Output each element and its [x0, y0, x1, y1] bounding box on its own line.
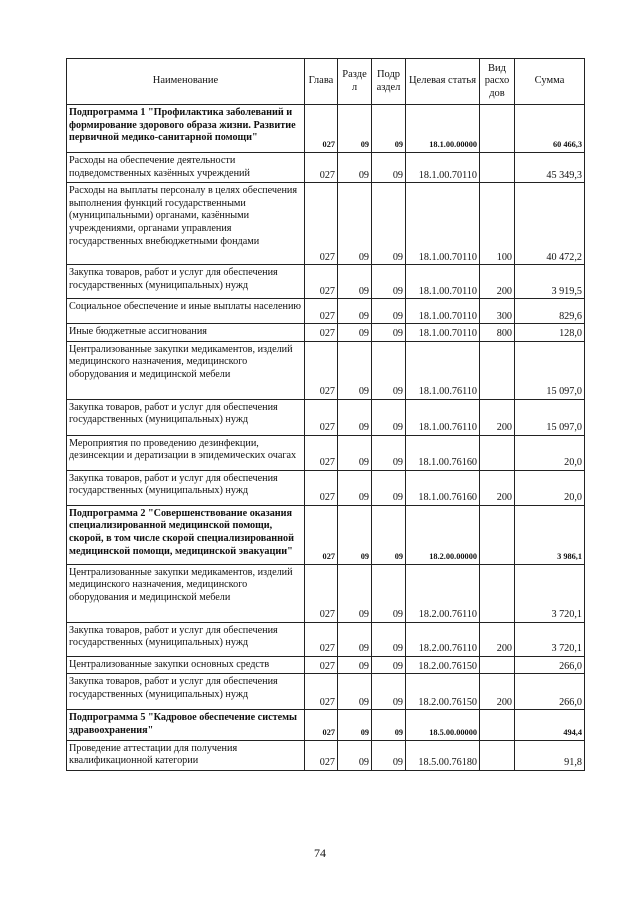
cell-razdel: 09 — [338, 740, 372, 770]
cell-summa: 266,0 — [515, 656, 585, 674]
cell-name: Закупка товаров, работ и услуг для обеспечения государственных (муниципальных) нужд — [67, 622, 305, 656]
cell-podrazdel: 09 — [372, 299, 406, 324]
cell-razdel: 09 — [338, 674, 372, 710]
cell-celevaya: 18.2.00.76110 — [406, 622, 480, 656]
cell-podrazdel: 09 — [372, 470, 406, 505]
cell-name: Закупка товаров, работ и услуг для обеспечения государственных (муниципальных) нужд — [67, 399, 305, 435]
cell-razdel: 09 — [338, 435, 372, 470]
header-row — [67, 59, 585, 105]
cell-razdel: 09 — [338, 299, 372, 324]
cell-podrazdel: 09 — [372, 153, 406, 183]
cell-glava: 027 — [305, 656, 338, 674]
cell-celevaya: 18.2.00.76150 — [406, 674, 480, 710]
cell-razdel: 09 — [338, 324, 372, 342]
cell-name: Подпрограмма 5 "Кадровое обеспечение системы здравоохранения" — [67, 710, 305, 740]
cell-celevaya: 18.2.00.76150 — [406, 656, 480, 674]
cell-name: Закупка товаров, работ и услуг для обеспечения государственных (муниципальных) нужд — [67, 265, 305, 299]
cell-glava: 027 — [305, 564, 338, 622]
cell-razdel: 09 — [338, 622, 372, 656]
cell-summa: 3 720,1 — [515, 622, 585, 656]
cell-celevaya: 18.1.00.70110 — [406, 153, 480, 183]
table-row — [67, 674, 585, 710]
cell-vid — [480, 341, 515, 399]
table-row — [67, 265, 585, 299]
cell-celevaya: 18.1.00.70110 — [406, 183, 480, 265]
header-vid: Вид расхо дов — [480, 59, 515, 105]
cell-glava: 027 — [305, 183, 338, 265]
cell-name: Закупка товаров, работ и услуг для обеспечения государственных (муниципальных) нужд — [67, 674, 305, 710]
cell-vid — [480, 656, 515, 674]
table-row — [67, 324, 585, 342]
cell-name: Закупка товаров, работ и услуг для обеспечения государственных (муниципальных) нужд — [67, 470, 305, 505]
cell-name: Мероприятия по проведению дезинфекции, дезинсекции и дератизации в эпидемических очагах — [67, 435, 305, 470]
cell-razdel: 09 — [338, 564, 372, 622]
cell-glava: 027 — [305, 299, 338, 324]
cell-podrazdel: 09 — [372, 710, 406, 740]
cell-glava: 027 — [305, 153, 338, 183]
cell-glava: 027 — [305, 710, 338, 740]
cell-razdel: 09 — [338, 710, 372, 740]
cell-summa: 15 097,0 — [515, 341, 585, 399]
cell-summa: 45 349,3 — [515, 153, 585, 183]
cell-podrazdel: 09 — [372, 622, 406, 656]
cell-celevaya: 18.1.00.70110 — [406, 299, 480, 324]
cell-celevaya: 18.1.00.70110 — [406, 265, 480, 299]
cell-glava: 027 — [305, 622, 338, 656]
cell-glava: 027 — [305, 265, 338, 299]
cell-summa: 15 097,0 — [515, 399, 585, 435]
table-row — [67, 470, 585, 505]
cell-razdel: 09 — [338, 265, 372, 299]
cell-podrazdel: 09 — [372, 183, 406, 265]
cell-name: Проведение аттестации для получения квалификационной категории — [67, 740, 305, 770]
cell-podrazdel: 09 — [372, 656, 406, 674]
subprogram-row — [67, 105, 585, 153]
cell-name: Централизованные закупки основных средств — [67, 656, 305, 674]
cell-razdel: 09 — [338, 341, 372, 399]
cell-vid: 100 — [480, 183, 515, 265]
cell-celevaya: 18.1.00.70110 — [406, 324, 480, 342]
cell-razdel: 09 — [338, 505, 372, 564]
cell-razdel: 09 — [338, 183, 372, 265]
table-row — [67, 564, 585, 622]
cell-vid — [480, 105, 515, 153]
header-podrazdel: Подр аздел — [372, 59, 406, 105]
cell-glava: 027 — [305, 505, 338, 564]
cell-name: Иные бюджетные ассигнования — [67, 324, 305, 342]
table-row — [67, 153, 585, 183]
cell-podrazdel: 09 — [372, 324, 406, 342]
cell-summa: 20,0 — [515, 435, 585, 470]
table-row — [67, 622, 585, 656]
cell-glava: 027 — [305, 105, 338, 153]
cell-celevaya: 18.5.00.76180 — [406, 740, 480, 770]
budget-table-container — [66, 58, 585, 771]
table-row — [67, 299, 585, 324]
cell-glava: 027 — [305, 470, 338, 505]
cell-name: Подпрограмма 2 "Совершенствование оказания специализированной медицинской помощи, скорой, в том числе скорой специализированной медицинской помощи, медицинской эвакуации" — [67, 505, 305, 564]
subprogram-row — [67, 710, 585, 740]
cell-vid — [480, 564, 515, 622]
cell-podrazdel: 09 — [372, 505, 406, 564]
cell-vid: 200 — [480, 622, 515, 656]
cell-glava: 027 — [305, 740, 338, 770]
cell-podrazdel: 09 — [372, 564, 406, 622]
cell-vid: 800 — [480, 324, 515, 342]
cell-summa: 91,8 — [515, 740, 585, 770]
cell-summa: 60 466,3 — [515, 105, 585, 153]
table-row — [67, 656, 585, 674]
cell-vid — [480, 505, 515, 564]
header-name: Наименование — [67, 59, 305, 105]
cell-name: Подпрограмма 1 "Профилактика заболеваний и формирование здорового образа жизни. Развитие первичной медико-санитарной помощи" — [67, 105, 305, 153]
cell-celevaya: 18.1.00.76160 — [406, 435, 480, 470]
table-row — [67, 399, 585, 435]
cell-celevaya: 18.2.00.00000 — [406, 505, 480, 564]
cell-celevaya: 18.5.00.00000 — [406, 710, 480, 740]
cell-celevaya: 18.1.00.76110 — [406, 399, 480, 435]
cell-vid: 200 — [480, 265, 515, 299]
cell-name: Расходы на обеспечение деятельности подведомственных казённых учреждений — [67, 153, 305, 183]
table-row — [67, 341, 585, 399]
cell-podrazdel: 09 — [372, 399, 406, 435]
cell-vid — [480, 153, 515, 183]
table-row — [67, 183, 585, 265]
cell-vid — [480, 435, 515, 470]
cell-vid — [480, 740, 515, 770]
cell-summa: 3 986,1 — [515, 505, 585, 564]
header-summa: Сумма — [515, 59, 585, 105]
cell-glava: 027 — [305, 324, 338, 342]
cell-vid: 200 — [480, 399, 515, 435]
header-razdel: Разде л — [338, 59, 372, 105]
table-row — [67, 435, 585, 470]
cell-podrazdel: 09 — [372, 265, 406, 299]
cell-razdel: 09 — [338, 153, 372, 183]
cell-name: Централизованные закупки медикаментов, изделий медицинского назначения, медицинского оборудования и медицинской мебели — [67, 564, 305, 622]
cell-name: Расходы на выплаты персоналу в целях обеспечения выполнения функций государственными (муниципальными) органами, казёнными учреждениями, органами управления государственных внебюджетными фондами — [67, 183, 305, 265]
cell-razdel: 09 — [338, 399, 372, 435]
cell-vid: 200 — [480, 470, 515, 505]
cell-summa: 40 472,2 — [515, 183, 585, 265]
cell-podrazdel: 09 — [372, 740, 406, 770]
cell-summa: 20,0 — [515, 470, 585, 505]
header-glava: Глава — [305, 59, 338, 105]
cell-glava: 027 — [305, 341, 338, 399]
cell-celevaya: 18.1.00.76160 — [406, 470, 480, 505]
header-celevaya: Целевая статья — [406, 59, 480, 105]
cell-glava: 027 — [305, 399, 338, 435]
cell-summa: 128,0 — [515, 324, 585, 342]
cell-podrazdel: 09 — [372, 435, 406, 470]
cell-glava: 027 — [305, 674, 338, 710]
cell-podrazdel: 09 — [372, 674, 406, 710]
cell-name: Централизованные закупки медикаментов, изделий медицинского назначения, медицинского оборудования и медицинской мебели — [67, 341, 305, 399]
cell-summa: 266,0 — [515, 674, 585, 710]
cell-summa: 829,6 — [515, 299, 585, 324]
budget-table — [66, 58, 585, 771]
cell-glava: 027 — [305, 435, 338, 470]
cell-podrazdel: 09 — [372, 341, 406, 399]
cell-podrazdel: 09 — [372, 105, 406, 153]
cell-summa: 3 919,5 — [515, 265, 585, 299]
table-row — [67, 740, 585, 770]
cell-summa: 494,4 — [515, 710, 585, 740]
cell-vid — [480, 710, 515, 740]
cell-celevaya: 18.1.00.00000 — [406, 105, 480, 153]
cell-vid: 300 — [480, 299, 515, 324]
cell-razdel: 09 — [338, 470, 372, 505]
cell-name: Социальное обеспечение и иные выплаты населению — [67, 299, 305, 324]
page-number: 74 — [314, 846, 326, 860]
cell-celevaya: 18.1.00.76110 — [406, 341, 480, 399]
cell-razdel: 09 — [338, 656, 372, 674]
cell-summa: 3 720,1 — [515, 564, 585, 622]
subprogram-row — [67, 505, 585, 564]
cell-celevaya: 18.2.00.76110 — [406, 564, 480, 622]
cell-vid: 200 — [480, 674, 515, 710]
cell-razdel: 09 — [338, 105, 372, 153]
